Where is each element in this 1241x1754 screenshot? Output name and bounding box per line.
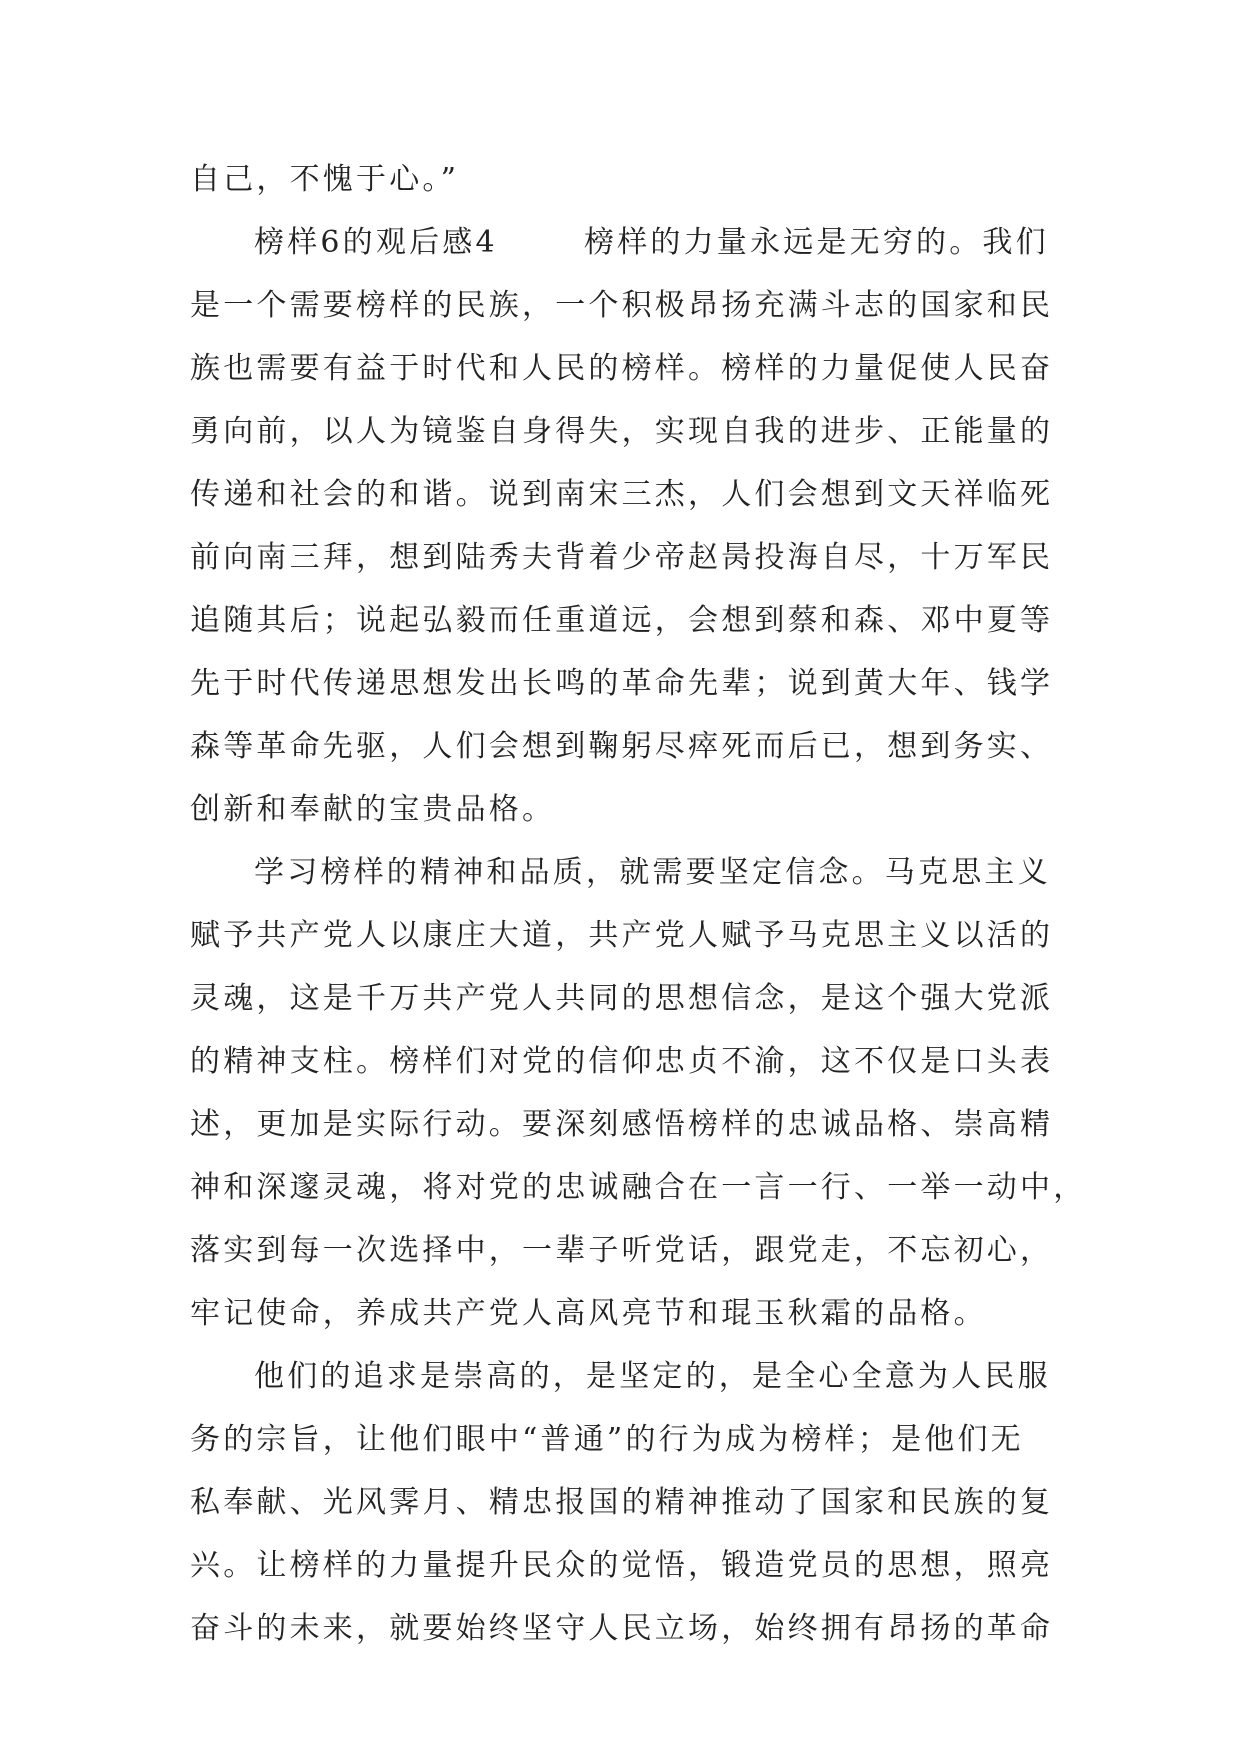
text-line: 传递和社会的和谐。说到南宋三杰，人们会想到文天祥临死	[190, 477, 1054, 512]
text-line: 族也需要有益于时代和人民的榜样。榜样的力量促使人民奋	[190, 351, 1054, 386]
text-line: 神和深邃灵魂，将对党的忠诚融合在一言一行、一举一动中，	[190, 1170, 1087, 1205]
essay-heading: 榜样6的观后感4	[254, 225, 498, 260]
text-line: 奋斗的未来，就要始终坚守人民立场，始终拥有昂扬的革命	[190, 1611, 1054, 1646]
text-line: 述，更加是实际行动。要深刻感悟榜样的忠诚品格、崇高精	[190, 1107, 1054, 1142]
text-line: 学习榜样的精神和品质，就需要坚定信念。马克思主义	[254, 855, 1051, 890]
text-line: 榜样的力量永远是无穷的。我们	[584, 225, 1049, 260]
text-line: 的精神支柱。榜样们对党的信仰忠贞不渝，这不仅是口头表	[190, 1044, 1054, 1079]
text-line: 追随其后；说起弘毅而任重道远，会想到蔡和森、邓中夏等	[190, 603, 1054, 638]
text-line: 赋予共产党人以康庄大道，共产党人赋予马克思主义以活的	[190, 918, 1054, 953]
text-line: 牢记使命，养成共产党人高风亮节和琨玉秋霜的品格。	[190, 1296, 987, 1331]
text-line: 森等革命先驱，人们会想到鞠躬尽瘁死而后已，想到务实、	[190, 729, 1054, 764]
text-line: 落实到每一次选择中，一辈子听党话，跟党走，不忘初心，	[190, 1233, 1054, 1268]
text-line: 前向南三拜，想到陆秀夫背着少帝赵昺投海自尽，十万军民	[190, 540, 1054, 575]
text-line: 灵魂，这是千万共产党人共同的思想信念，是这个强大党派	[190, 981, 1054, 1016]
text-line: 兴。让榜样的力量提升民众的觉悟，锻造党员的思想，照亮	[190, 1548, 1054, 1583]
text-line: 创新和奉献的宝贵品格。	[190, 792, 556, 827]
text-line: 是一个需要榜样的民族，一个积极昂扬充满斗志的国家和民	[190, 288, 1054, 323]
text-line: 务的宗旨，让他们眼中“普通”的行为成为榜样；是他们无	[190, 1422, 1024, 1457]
text-line: 自己，不愧于心。”	[190, 162, 460, 197]
document-body	[190, 148, 1090, 1660]
text-line: 他们的追求是崇高的，是坚定的，是全心全意为人民服	[254, 1359, 1051, 1394]
text-line: 先于时代传递思想发出长鸣的革命先辈；说到黄大年、钱学	[190, 666, 1054, 701]
text-line: 私奉献、光风霁月、精忠报国的精神推动了国家和民族的复	[190, 1485, 1054, 1520]
essay-heading-line	[190, 211, 1090, 274]
text-line: 勇向前，以人为镜鉴自身得失，实现自我的进步、正能量的	[190, 414, 1054, 449]
